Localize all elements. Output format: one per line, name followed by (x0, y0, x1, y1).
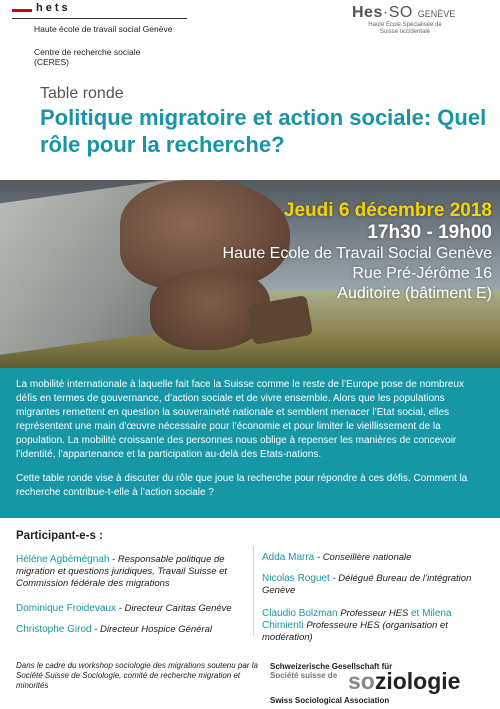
event-details (223, 200, 492, 304)
participant-name: Hélène Agbémégnah (16, 554, 110, 565)
participant-name: Nicolas Roguet (262, 573, 330, 584)
participant-role: Professeur HES (337, 608, 411, 619)
intro-paragraph-1: La mobilité internationale à laquelle fait face la Suisse comme le reste de l’Europe pose de nombreux défis en termes de gouvernance, d’action sociale et de vivre ensemble. Alors que les populations migrantes remettent en question la souveraineté nationale et semblent menacer l’Etat social, elles représentent une main d’œuvre nécessaire pour l’économie et pour limiter le vieillissement de la population. La mobilité croissante des personnes nous oblige à repenser les manières de concevoir l’identité, l’appartenance et la participation au-delà des Etats-nations. (16, 379, 465, 460)
participant-name: Christophe Girod (16, 624, 92, 635)
participant-role: - Responsable politique de migration et questions juridiques, Travail Suisse et Commission fédérale des migrations (16, 554, 228, 589)
participant-name-2: et Milena Chimienti (262, 608, 452, 631)
soc-french-name: Société suisse de (270, 671, 338, 680)
event-venue: Haute Ecole de Travail Social Genève (222, 245, 492, 262)
participant-right-3 (262, 608, 494, 644)
participant-right-1 (262, 552, 494, 564)
event-time: 17h30 - 19h00 (367, 222, 492, 243)
hets-institution-name: Haute école de travail social Genève (34, 24, 173, 34)
event-room: Auditoire (bâtiment E) (337, 285, 492, 302)
intro-band (0, 368, 500, 518)
participant-right-2 (262, 573, 494, 597)
participant-role: - Conseillère nationale (314, 552, 412, 563)
soc-wordmark-main: ziologie (374, 668, 461, 694)
hes-subtitle: Haute Ecole Spécialisée de Suisse occidentale (368, 22, 442, 35)
participant-left-1 (16, 554, 248, 590)
event-address: Rue Pré-Jérôme 16 (352, 265, 492, 282)
page-title: Politique migratoire et action sociale: Quel rôle pour la recherche? (40, 105, 487, 157)
hes-geneve-label: GENÈVE (417, 9, 456, 19)
participant-role: - Directeur Caritas Genève (116, 603, 232, 614)
participants-heading: Participant-e-s : (16, 530, 103, 542)
participant-role: - Délégué Bureau de l’intégration Genève (262, 573, 472, 596)
hets-logo (12, 2, 173, 67)
intro-paragraph-2: Cette table ronde vise à discuter du rôle que joue la recherche pour répondre à ces défis. Comment la recherche contribue-t-elle à l’action sociale ? (16, 473, 468, 498)
hes-wordmark: Hes (352, 4, 383, 21)
soc-english-name: Swiss Sociological Association (270, 696, 390, 705)
participant-name: Dominique Froidevaux (16, 603, 117, 614)
hes-so-mark: ·SO (382, 4, 413, 21)
event-date: Jeudi 6 décembre 2018 (283, 200, 492, 221)
hets-wordmark: hets (36, 2, 71, 14)
sociology-society-logo (270, 662, 495, 706)
participant-role: - Directeur Hospice Général (91, 624, 212, 635)
soc-wordmark (348, 669, 460, 693)
participants-divider (253, 546, 254, 636)
event-kicker: Table ronde (40, 85, 124, 102)
participants-section (0, 518, 500, 643)
participant-name: Claudio Bolzman (262, 608, 338, 619)
participant-left-3 (16, 624, 248, 636)
hets-red-bar (12, 9, 32, 12)
participant-left-2 (16, 603, 248, 615)
hes-so-logo (352, 4, 492, 36)
participant-role-2: Professeure HES (organisation et modération) (262, 620, 448, 643)
hets-rule (12, 18, 187, 19)
footer-note: Dans le cadre du workshop sociologie des migrations soutenu par la Société Suisse de Sociologie, comité de recherche migration et minorités (16, 661, 258, 690)
hets-research-center: Centre de recherche sociale (CERES) (34, 47, 141, 67)
soc-wordmark-prefix: so (348, 668, 375, 694)
participant-name: Adda Marra (262, 552, 315, 563)
soc-german-name: Schweizerische Gesellschaft für (270, 662, 393, 671)
